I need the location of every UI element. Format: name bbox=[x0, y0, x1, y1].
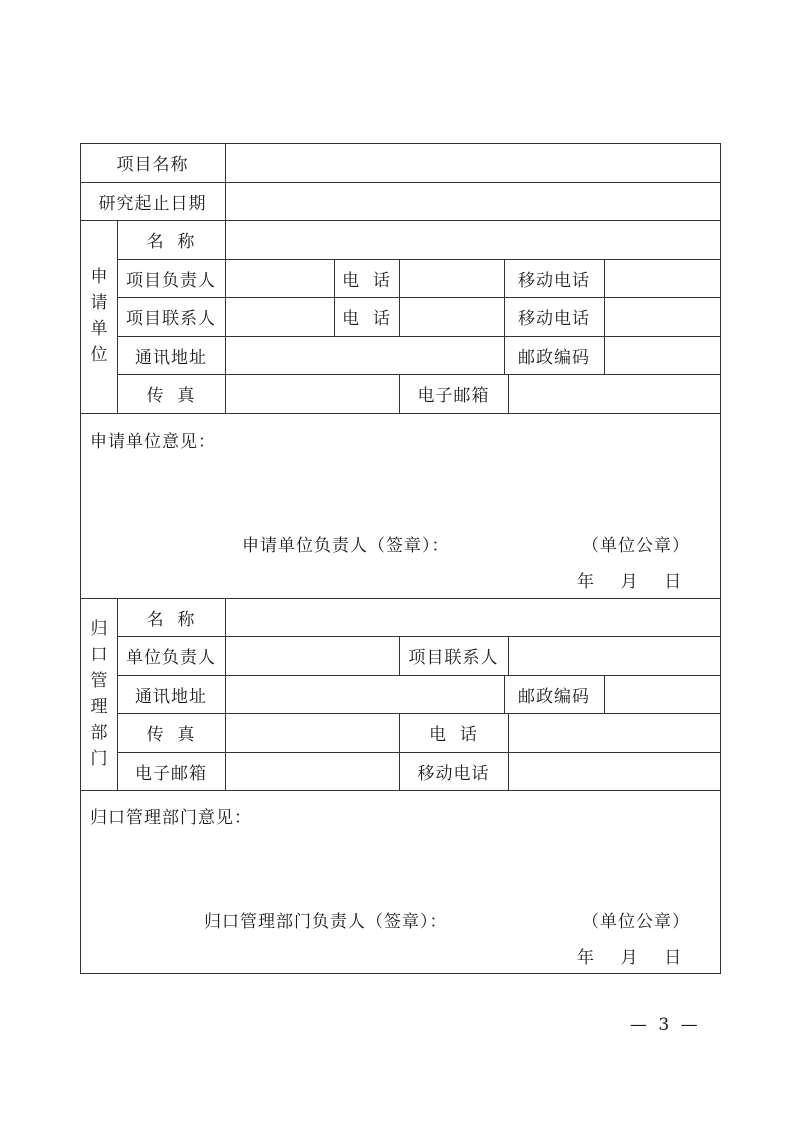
department-address-field[interactable] bbox=[226, 675, 504, 713]
applicant-postcode-label: 邮政编码 bbox=[518, 347, 590, 368]
applicant-phone2-field[interactable] bbox=[400, 297, 504, 336]
page-number: — 3 — bbox=[630, 1015, 701, 1035]
department-group-char: 管 bbox=[90, 671, 108, 691]
applicant-mobile-field[interactable] bbox=[605, 259, 720, 297]
department-fax-field[interactable] bbox=[226, 713, 399, 752]
department-postcode-field[interactable] bbox=[605, 675, 720, 713]
department-address-label: 通讯地址 bbox=[135, 686, 207, 707]
applicant-seal-label: （单位公章） bbox=[582, 536, 690, 556]
applicant-contact-label: 项目联系人 bbox=[126, 309, 216, 329]
department-fax-label: 传 真 bbox=[146, 725, 196, 745]
department-mobile-label: 移动电话 bbox=[417, 763, 490, 784]
applicant-fax-field[interactable] bbox=[226, 374, 399, 413]
applicant-address-label: 通讯地址 bbox=[135, 347, 207, 368]
application-form-table bbox=[80, 143, 721, 974]
table-border-right bbox=[720, 143, 721, 974]
department-leader-field[interactable] bbox=[226, 636, 399, 675]
department-signer-label: 归口管理部门负责人（签章）： bbox=[204, 912, 448, 932]
department-group-char: 门 bbox=[90, 749, 108, 769]
applicant-group-char: 请 bbox=[90, 293, 108, 313]
department-group-char: 理 bbox=[90, 697, 108, 717]
applicant-group-char: 单 bbox=[90, 319, 108, 339]
department-leader-label: 单位负责人 bbox=[126, 648, 216, 668]
applicant-mobile2-field[interactable] bbox=[605, 297, 720, 336]
department-seal-label: （单位公章） bbox=[582, 912, 690, 932]
table-border-bottom bbox=[80, 973, 721, 974]
applicant-mobile2-label: 移动电话 bbox=[518, 309, 590, 329]
research-period-field[interactable] bbox=[226, 182, 720, 220]
table-line bbox=[80, 790, 721, 791]
department-opinion-label: 归口管理部门意见： bbox=[90, 808, 252, 828]
applicant-group-label bbox=[88, 264, 110, 368]
department-group-label bbox=[88, 616, 110, 772]
department-group-char: 归 bbox=[90, 619, 108, 639]
applicant-phone-label: 电 话 bbox=[342, 270, 391, 291]
department-group-char: 部 bbox=[90, 723, 108, 743]
applicant-email-label: 电子邮箱 bbox=[417, 386, 490, 406]
applicant-fax-label: 传 真 bbox=[146, 386, 196, 406]
department-name-field[interactable] bbox=[226, 598, 720, 636]
applicant-opinion-label: 申请单位意见： bbox=[90, 432, 216, 452]
department-mobile-field[interactable] bbox=[509, 752, 720, 790]
applicant-phone2-label: 电 话 bbox=[342, 309, 391, 329]
table-line bbox=[80, 413, 721, 414]
table-border-left bbox=[80, 143, 81, 974]
applicant-postcode-field[interactable] bbox=[605, 336, 720, 374]
department-name-label: 名 称 bbox=[146, 609, 196, 630]
applicant-email-field[interactable] bbox=[509, 374, 720, 413]
department-email-field[interactable] bbox=[226, 752, 399, 790]
applicant-leader-field[interactable] bbox=[226, 259, 334, 297]
department-phone-field[interactable] bbox=[509, 713, 720, 752]
applicant-mobile-label: 移动电话 bbox=[518, 270, 590, 291]
department-postcode-label: 邮政编码 bbox=[518, 686, 590, 707]
department-phone-label: 电 话 bbox=[429, 725, 478, 745]
applicant-group-char: 位 bbox=[90, 345, 108, 365]
department-contact-field[interactable] bbox=[509, 636, 720, 675]
research-period-label: 研究起止日期 bbox=[98, 193, 207, 214]
applicant-contact-field[interactable] bbox=[226, 297, 334, 336]
applicant-signer-label: 申请单位负责人（签章）： bbox=[242, 536, 450, 556]
project-name-field[interactable] bbox=[226, 143, 720, 182]
department-date-label: 年 月 日 bbox=[577, 948, 683, 968]
applicant-phone-field[interactable] bbox=[400, 259, 504, 297]
applicant-group-char: 申 bbox=[90, 267, 108, 287]
department-contact-label: 项目联系人 bbox=[408, 648, 499, 668]
applicant-address-field[interactable] bbox=[226, 336, 504, 374]
applicant-name-field[interactable] bbox=[226, 220, 720, 259]
project-name-label: 项目名称 bbox=[116, 155, 189, 175]
applicant-date-label: 年 月 日 bbox=[577, 572, 683, 592]
applicant-leader-label: 项目负责人 bbox=[126, 270, 216, 291]
department-group-char: 口 bbox=[90, 645, 108, 665]
department-email-label: 电子邮箱 bbox=[135, 763, 207, 784]
applicant-name-label: 名 称 bbox=[146, 232, 196, 252]
